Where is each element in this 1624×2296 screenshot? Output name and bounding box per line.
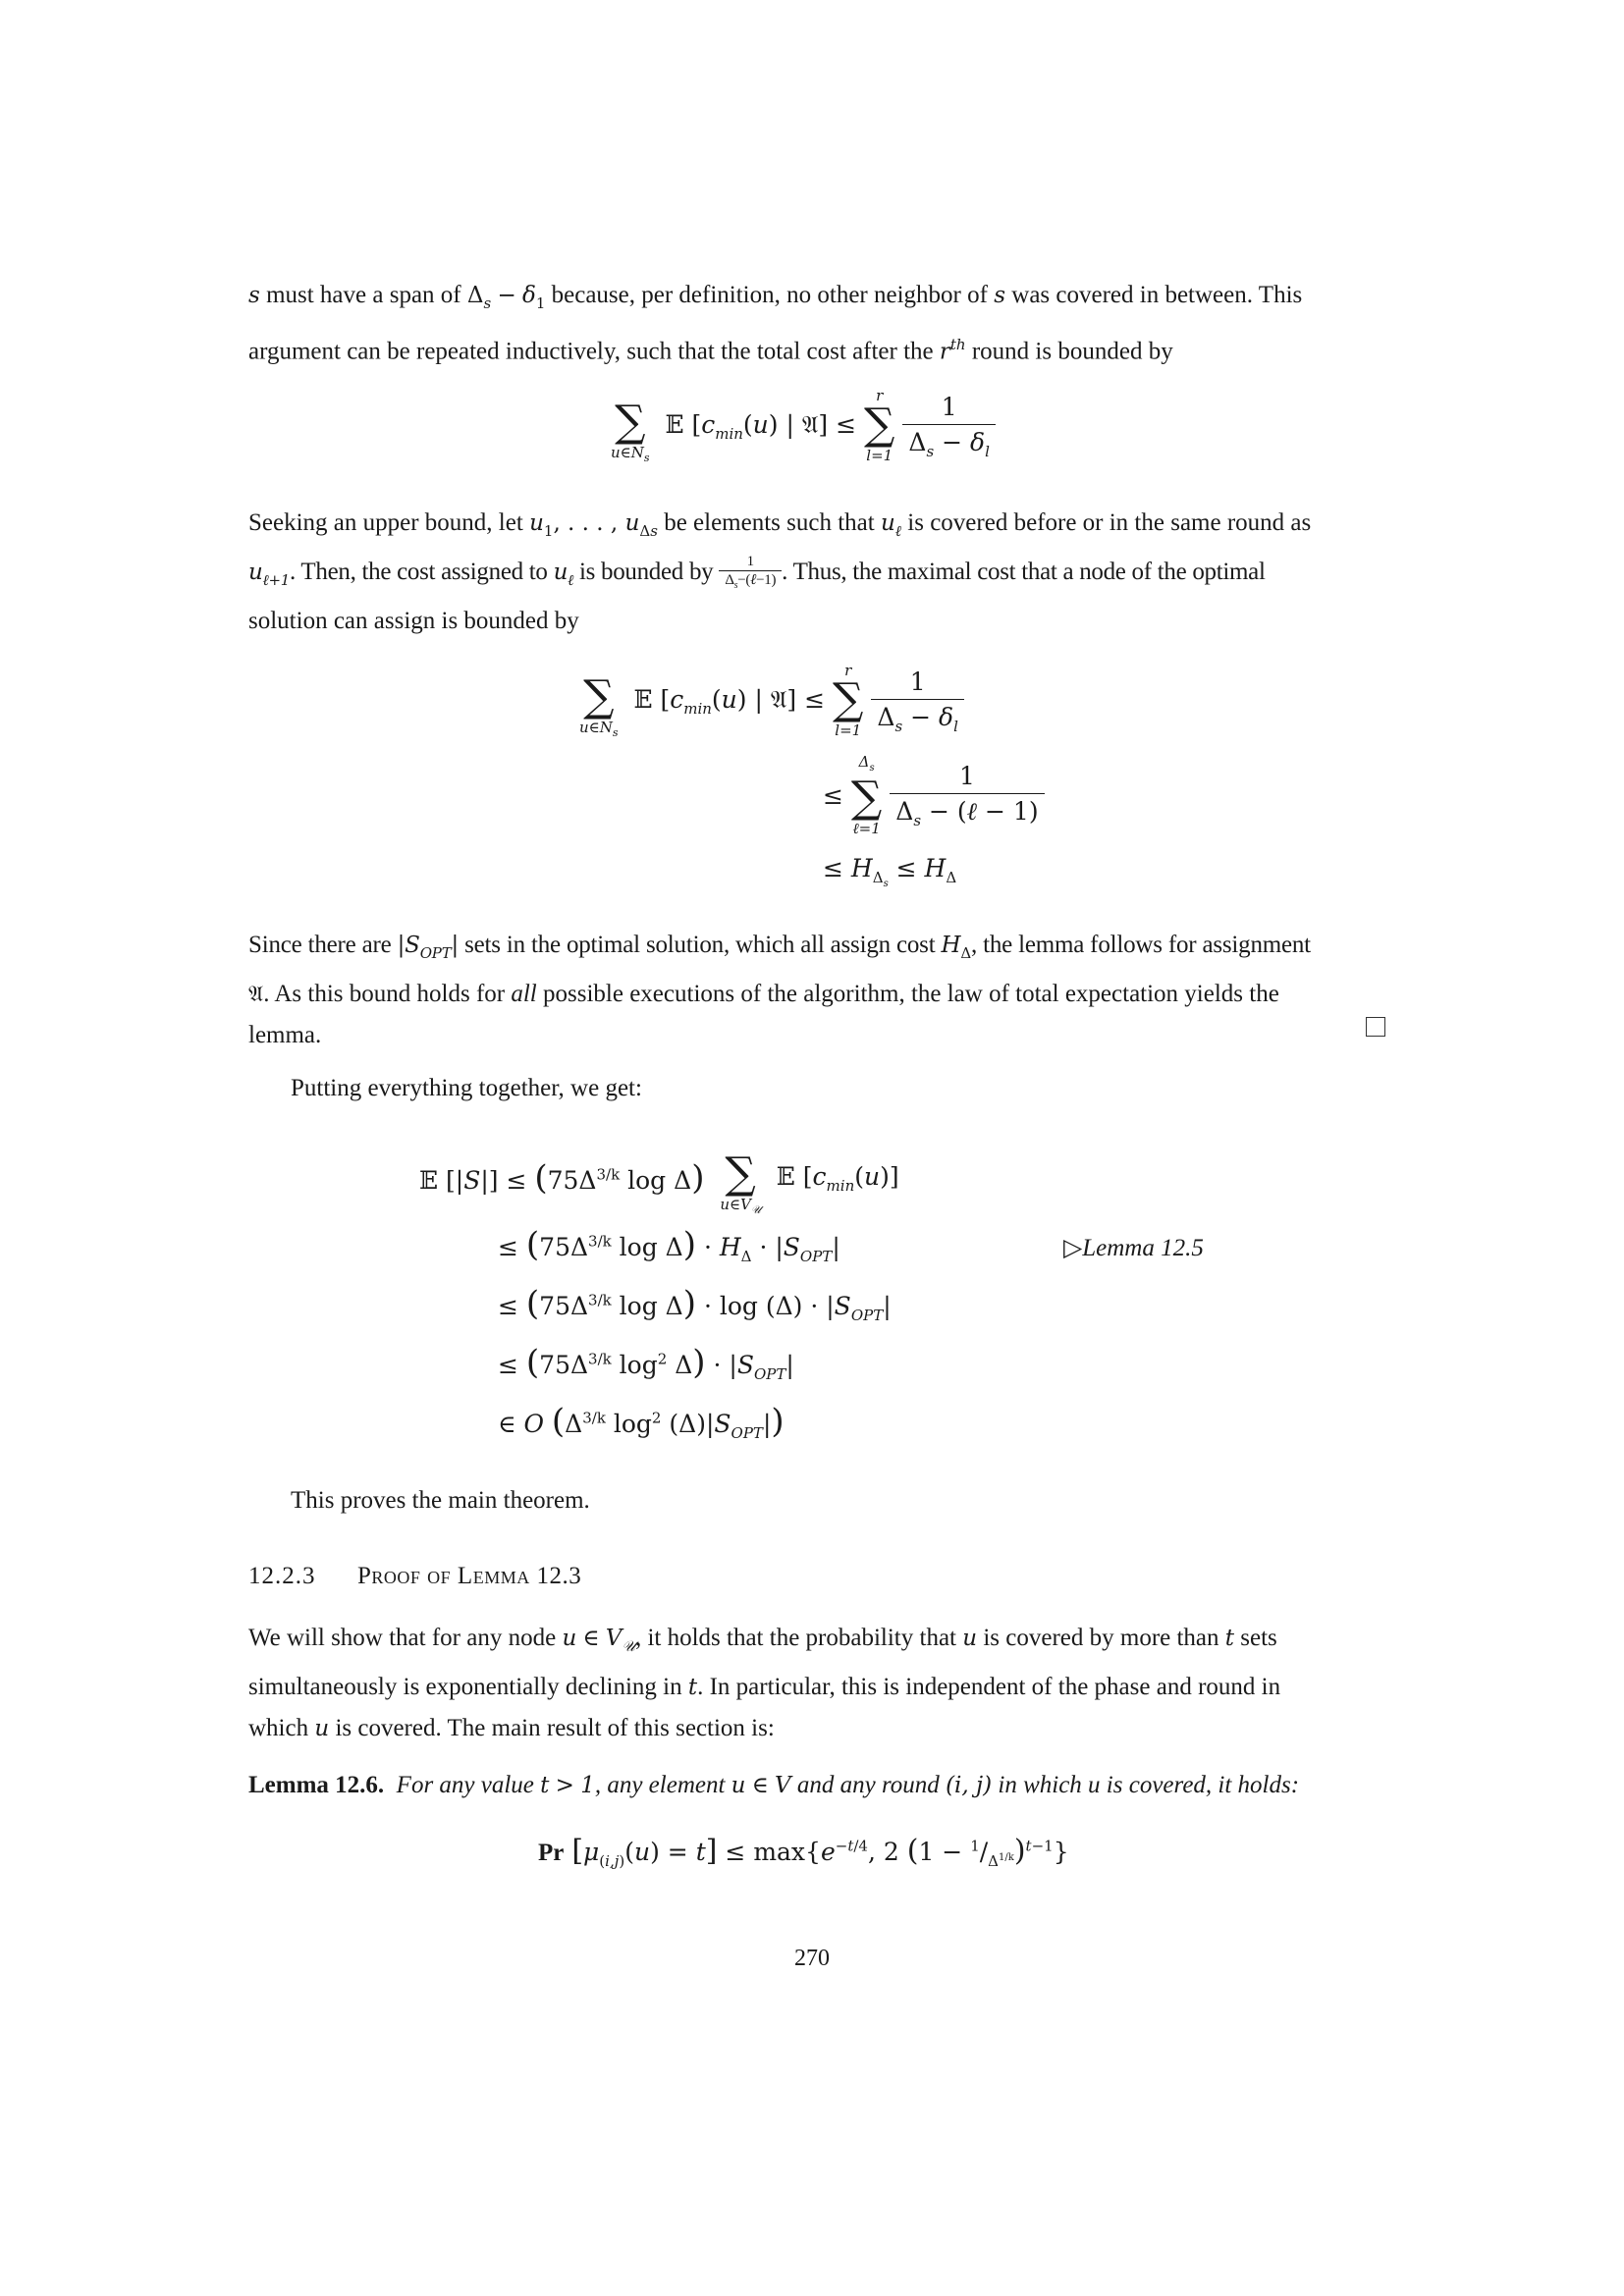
para6-line1: We will show that for any node u ∈ $V_𝒰$, it holds that the probability that u is covered by more than t sets [248, 1625, 1277, 1655]
page-number: 270 [794, 1946, 830, 1971]
section-title: Proof of Lemma 12.3 [357, 1563, 582, 1589]
paragraph-upper-bound [248, 503, 1384, 642]
lemma-label: Lemma 12.6. [248, 1772, 385, 1798]
equation-chain-row3: ≤ ($75\Delta^{3/k}$ $\log \Delta) \cdot \log (\Delta) \cdot |S_{OPT}|$ [498, 1284, 892, 1324]
lemma-body: For any value t > 1, any element u ∈ V and any round (i, j) in which u is covered, it holds: [390, 1772, 1300, 1798]
section-heading [248, 1563, 581, 1590]
sum-symbol: r ∑ l=1 [864, 387, 895, 464]
equation-max-cost-row1: ∑ $u\in N_s$ 𝔼 [$c_{min}(u)$ | 𝔄] ≤ r ∑ l=1 $\frac{1}{\Delta_s - \delta_l}$ [579, 660, 964, 742]
paragraph-putting-together [248, 1068, 1384, 1109]
equation-chain-row4: ≤ ($75\Delta^{3/k}$ $\log^2 \Delta) \cdot |S_{OPT}|$ [498, 1343, 794, 1383]
para3-line2: 𝔄. As this bound holds for all possible executions of the algorithm, the law of total expectation yields the [248, 981, 1279, 1007]
para1-line1: s must have a span of $\Delta_s - \delta_1$ because, per definition, no other neighbor of s was covered in between. This [248, 282, 1303, 312]
lemma-statement [248, 1765, 1384, 1806]
para6-line3: which u is covered. The main result of this section is: [248, 1715, 775, 1741]
para6-line2: simultaneously is exponentially declining in t. In particular, this is independent of the phase and round in [248, 1674, 1281, 1700]
section-number: 12.2.3 [248, 1563, 316, 1589]
equation-total-cost-bound: ∑ $u\in N_s$ 𝔼 [$c_{min}(u)$ | 𝔄] ≤ r ∑ l=1 $\frac{1}{\Delta_s - \delta_l}$ [611, 385, 996, 467]
paragraph-lemma-follows [248, 925, 1384, 1056]
equation-chain-row5: ∈ O ($\Delta^{3/k}$ $\log^2 (\Delta)|S_{OPT}|$) [498, 1402, 785, 1442]
para3-line1: Since there are $|S_{OPT}|$ sets in the optimal solution, which all assign cost $H_\Delta$, the lemma follows for assignment [248, 932, 1311, 962]
para3-line3: lemma. [248, 1022, 322, 1048]
qed-symbol [1366, 1017, 1385, 1037]
equation-probability-bound: Pr $[\mu_{(i,j)}(u) = t] \le \max\{e^{-t/4}$, 2 $(1 - ^1/_{\Delta^{1/k}})^{t-1}$} [538, 1834, 1069, 1870]
para2-line1: Seeking an upper bound, let $u_1$, . . . , $u_{\Delta s}$ be elements such that $u_\ell$ is covered before or in the same round as [248, 509, 1312, 540]
paragraph-exponential-decline [248, 1618, 1384, 1749]
paragraph-span-argument [248, 275, 1384, 372]
equation-chain-row1: 𝔼 $[|S|] \le (75\Delta^{3/k}$ log Δ) ∑ $u\in V_𝒰$ 𝔼 $[c_{min}(u)]$ [419, 1148, 899, 1216]
para2-line3: solution can assign is bounded by [248, 608, 579, 634]
para4-line: Putting everything together, we get: [291, 1075, 642, 1101]
equation-max-cost-row3: ≤ $H_{\Delta_s} \le H_\Delta$ [823, 854, 957, 889]
paragraph-proves-theorem [248, 1480, 1384, 1522]
para5-line: This proves the main theorem. [291, 1487, 590, 1514]
equation-chain-row2: ≤ ($75\Delta^{3/k}$ $\log \Delta) \cdot H_\Delta \cdot |S_{OPT}|$ [498, 1225, 840, 1265]
para1-line2: argument can be repeated inductively, such that the total cost after the $r^{th}$ round is bounded by [248, 336, 1173, 365]
equation-max-cost-row2: ≤ $\Delta_s$ ∑ ℓ=1 $\frac{1}{\Delta_s - (\ell - 1)}$ [823, 754, 1045, 837]
sum-symbol: ∑ $u\in N_s$ [611, 397, 650, 464]
lemma-reference-note: ▷Lemma 12.5 [1063, 1235, 1204, 1261]
para2-line2: $u_{\ell+1}$. Then, the cost assigned to $u_\ell$ is bounded by $\frac{1}{\Delta_s-(\ell-1)}$ . Thus, the maximal cost that a node of the optimal [248, 553, 1266, 591]
